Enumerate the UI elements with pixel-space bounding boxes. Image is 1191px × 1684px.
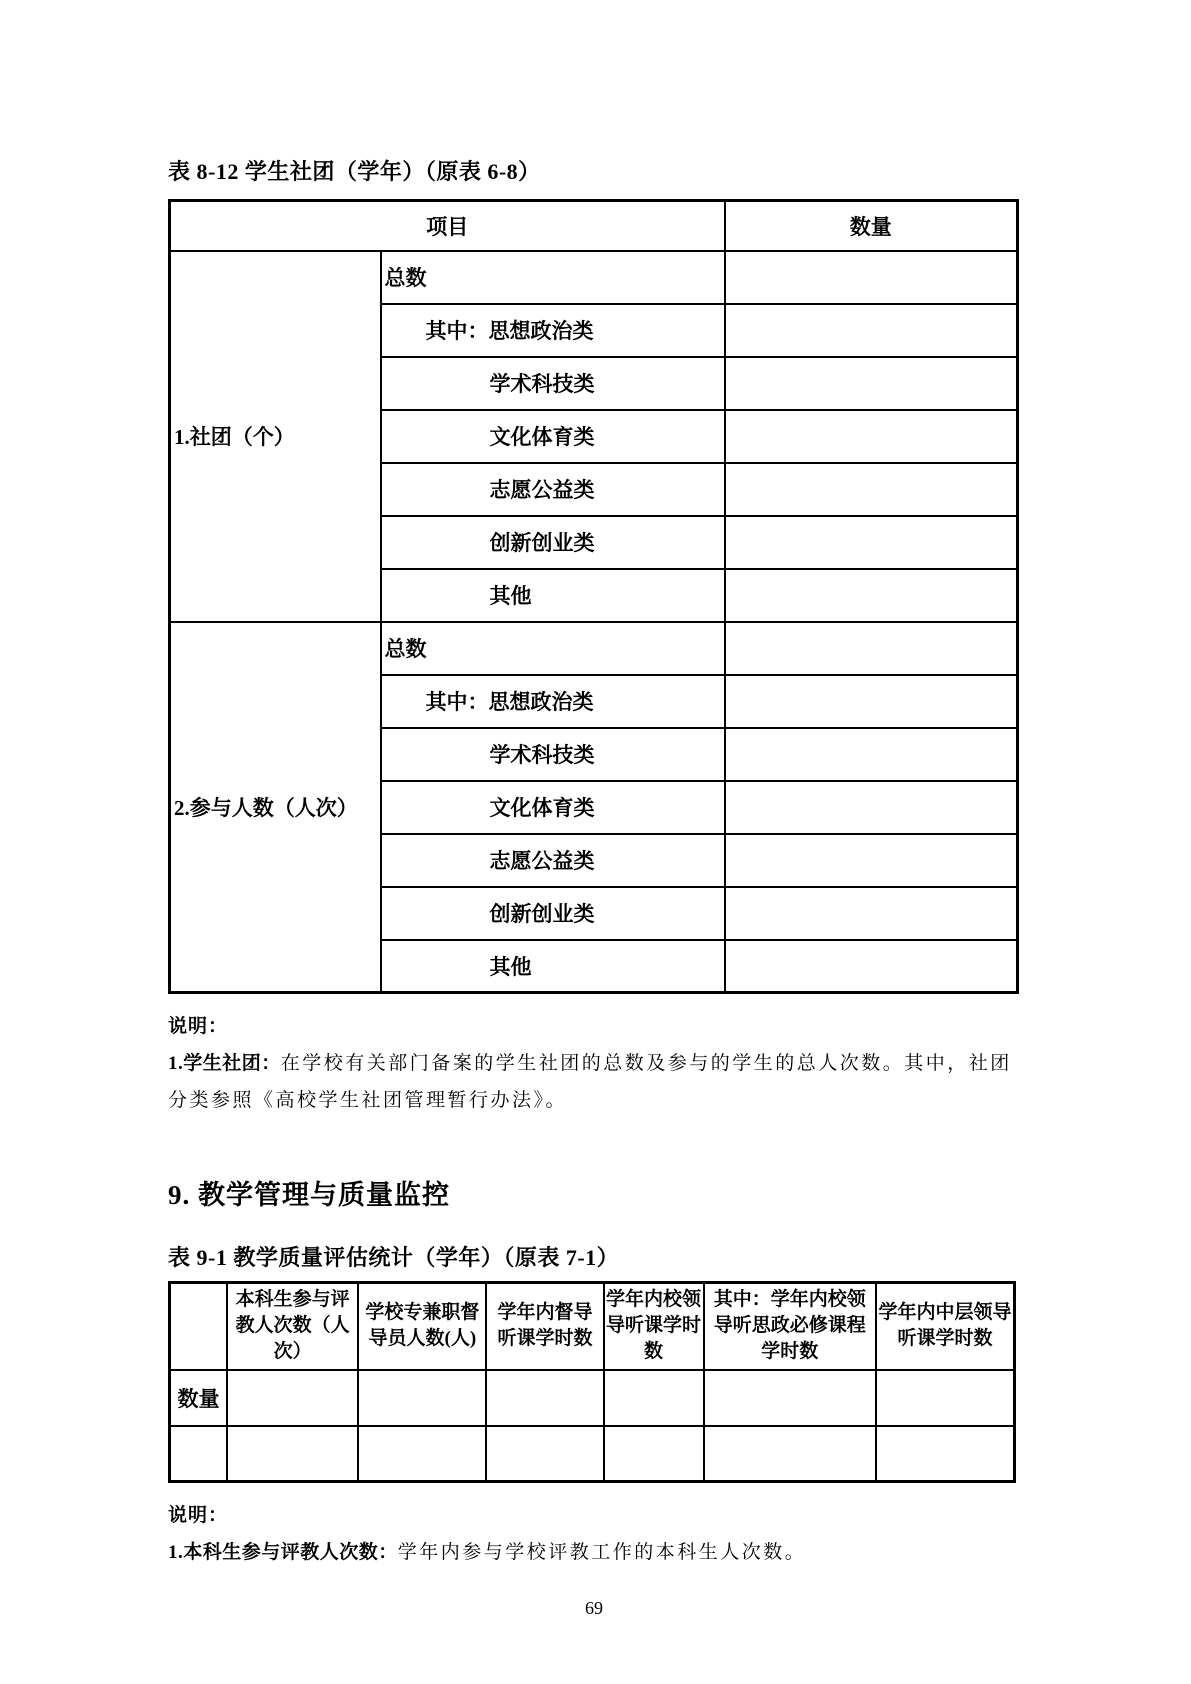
t1-subitem-label: 其中：思想政治类 [381,675,725,728]
t1-subitem-label: 总数 [381,622,725,675]
note-2-term: 1.本科生参与评教人次数： [168,1542,398,1563]
table-8-12-title: 表 8-12 学生社团（学年）（原表 6-8） [168,159,541,184]
t1-quantity-cell [725,887,1018,940]
t1-category-1-label: 1.社团（个） [170,251,381,622]
table-8-12 [168,199,1019,994]
t1-header-quantity-cell: 数量 [725,201,1018,251]
t1-quantity-cell [725,781,1018,834]
t1-quantity-cell [725,410,1018,463]
t2-value-cell [358,1370,486,1426]
t1-quantity-cell [725,357,1018,410]
note-1-term: 1.学生社团： [168,1053,281,1074]
t1-subitem-label: 创新创业类 [381,516,725,569]
t2-value-cell [227,1370,358,1426]
t2-value-cell [704,1426,877,1482]
t2-column-header: 其中：学年内校领导听思政必修课程学时数 [704,1283,877,1370]
t1-subitem-label: 志愿公益类 [381,463,725,516]
t1-header-row [170,201,1018,251]
t1-subitem-label: 其他 [381,940,725,993]
t2-value-cell [486,1370,603,1426]
note-1-text: 在学校有关部门备案的学生社团的总数及参与的学生的总人次数。其中，社团分类参照《高校学生社团管理暂行办法》。 [168,1053,1012,1111]
note-2 [168,1534,1020,1571]
t2-value-cell [358,1426,486,1482]
t2-value-cell [227,1426,358,1482]
note-1 [168,1045,1020,1119]
t2-header-row [170,1283,1015,1370]
t1-subitem-label: 其他 [381,569,725,622]
t1-subitem-label: 文化体育类 [381,781,725,834]
notes-2-heading: 说明： [168,1505,229,1526]
t1-category-2-label: 2.参与人数（人次） [170,622,381,993]
t1-quantity-cell [725,463,1018,516]
table-9-1-title: 表 9-1 教学质量评估统计（学年）（原表 7-1） [168,1245,620,1270]
t1-quantity-cell [725,675,1018,728]
t1-subitem-label: 志愿公益类 [381,834,725,887]
t2-column-header: 学年内中层领导听课学时数 [876,1283,1014,1370]
note-2-text: 学年内参与学校评教工作的本科生人次数。 [397,1542,807,1563]
t2-row-label: 数量 [170,1370,228,1426]
t2-value-cell [604,1426,704,1482]
t1-subitem-label: 总数 [381,251,725,304]
t2-value-cell [604,1370,704,1426]
table-row [170,1426,1015,1482]
t1-quantity-cell [725,251,1018,304]
table-9-1 [168,1281,1016,1483]
t2-value-cell [704,1370,877,1426]
t2-column-header: 本科生参与评教人次数（人次） [227,1283,358,1370]
t1-subitem-label: 文化体育类 [381,410,725,463]
t2-corner-cell [170,1283,228,1370]
t2-value-cell [170,1426,228,1482]
t2-value-cell [486,1426,603,1482]
t1-quantity-cell [725,569,1018,622]
page-number: 69 [585,1598,603,1618]
t2-column-header: 学年内督导听课学时数 [486,1283,603,1370]
t1-subitem-label: 创新创业类 [381,887,725,940]
t1-quantity-cell [725,728,1018,781]
t2-column-header: 学年内校领导听课学时数 [604,1283,704,1370]
table-row [170,1370,1015,1426]
t2-column-header: 学校专兼职督导员人数(人) [358,1283,486,1370]
t2-value-cell [876,1370,1014,1426]
t1-quantity-cell [725,516,1018,569]
section-9-heading: 9. 教学管理与质量监控 [168,1180,450,1210]
notes-1-heading: 说明： [168,1016,229,1037]
t1-quantity-cell [725,834,1018,887]
t1-subitem-label: 学术科技类 [381,357,725,410]
t1-quantity-cell [725,940,1018,993]
table-row [170,251,1018,304]
t1-subitem-label: 学术科技类 [381,728,725,781]
table-row [170,622,1018,675]
t1-quantity-cell [725,304,1018,357]
t2-value-cell [876,1426,1014,1482]
t1-subitem-label: 其中：思想政治类 [381,304,725,357]
t1-header-item-cell: 项目 [170,201,725,251]
t1-quantity-cell [725,622,1018,675]
